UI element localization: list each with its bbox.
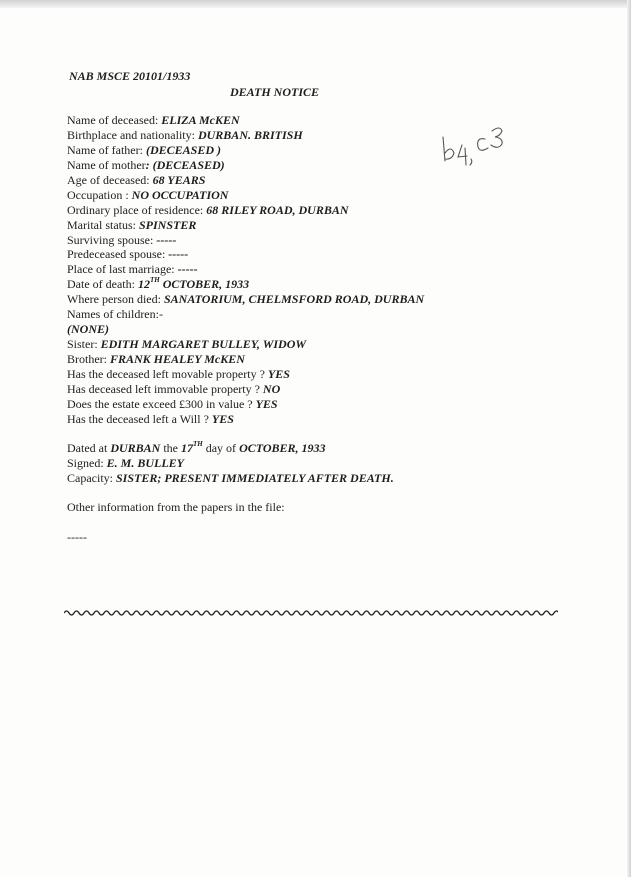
field-line [67, 262, 587, 277]
field-value: YES [255, 396, 278, 411]
field-line [67, 397, 587, 412]
field-line [67, 337, 587, 352]
field-label: Name of father: [67, 142, 146, 157]
dated-the: the [160, 440, 181, 455]
signed-label: Signed: [67, 455, 107, 470]
field-label: Occupation : [67, 187, 132, 202]
field-line [67, 412, 587, 427]
field-label: Birthplace and nationality: [67, 127, 198, 142]
field-line [67, 173, 587, 188]
field-line [67, 367, 587, 382]
field-label: Does the estate exceed £300 in value ? [67, 396, 256, 411]
field-label: Date of death: [67, 277, 138, 292]
field-label: Brother: [67, 352, 110, 366]
spacer [67, 514, 587, 530]
field-label: Marital status: [67, 217, 139, 232]
notice-fields [67, 113, 587, 545]
field-value: 68 RILEY ROAD, DURBAN [206, 202, 349, 217]
wavy-divider [64, 606, 558, 620]
field-value-suffix: TH [149, 276, 160, 285]
field-label: Name of deceased: [67, 113, 162, 127]
field-value: ELIZA McKEN [161, 113, 240, 127]
field-value: FRANK HEALEY McKEN [110, 352, 245, 366]
field-value-continued: OCTOBER, 1933 [159, 277, 250, 292]
dated-label: Dated at [67, 440, 111, 455]
dated-day: 17 [181, 440, 193, 455]
field-line [67, 277, 587, 292]
field-value: ----- [156, 232, 177, 247]
spacer [67, 486, 587, 500]
field-label: Where person died: [67, 292, 164, 307]
field-value: SPINSTER [139, 217, 197, 232]
field-label: Name of mother [67, 157, 146, 172]
field-label: Has the deceased left a Will ? [67, 411, 212, 426]
field-label: Ordinary place of residence: [67, 202, 207, 217]
field-value: SANATORIUM, CHELMSFORD ROAD, DURBAN [163, 292, 425, 307]
capacity-value: SISTER; PRESENT IMMEDIATELY AFTER DEATH. [115, 470, 394, 485]
field-label: Place of last marriage: [67, 262, 178, 277]
field-label: Names of children:- [67, 307, 163, 322]
field-line [67, 143, 587, 158]
archive-reference: NAB MSCE 20101/1933 [69, 69, 191, 83]
dated-day-suffix: TH [193, 439, 203, 448]
capacity-label: Capacity: [67, 470, 116, 485]
field-value: (DECEASED ) [145, 142, 221, 157]
field-line [67, 352, 587, 367]
field-value: 12 [137, 277, 150, 292]
scan-edge-right [627, 0, 631, 877]
signed-line [67, 456, 587, 471]
field-line [67, 113, 587, 128]
dated-month-year: OCTOBER, 1933 [239, 440, 326, 455]
field-line [67, 188, 587, 203]
field-value: YES [267, 366, 290, 381]
signed-value: E. M. BULLEY [106, 455, 185, 470]
document-title: DEATH NOTICE [230, 85, 320, 99]
field-value: NO OCCUPATION [131, 187, 229, 202]
field-line [67, 382, 587, 397]
field-value: YES [211, 411, 234, 426]
field-label: Has the deceased left movable property ? [67, 366, 268, 381]
capacity-line [67, 471, 587, 486]
field-line [67, 292, 587, 307]
field-value: (NONE) [67, 322, 109, 337]
field-value: : (DECEASED) [145, 157, 225, 172]
field-value: EDITH MARGARET BULLEY, WIDOW [100, 337, 307, 352]
dated-day-of: day of [202, 440, 240, 455]
field-line [67, 128, 587, 143]
field-value: 68 YEARS [152, 172, 206, 187]
field-label: Predeceased spouse: [67, 247, 169, 262]
field-line [67, 218, 587, 233]
field-label: Age of deceased: [67, 172, 153, 187]
field-line [67, 322, 587, 337]
dated-line [67, 441, 587, 456]
field-line [67, 203, 587, 218]
field-line [67, 158, 587, 173]
other-info-value: ----- [67, 530, 87, 545]
field-value: NO [262, 381, 281, 396]
field-line [67, 307, 587, 322]
spacer [67, 427, 587, 441]
field-value: ----- [177, 262, 198, 277]
field-label: Has deceased left immovable property ? [67, 381, 263, 396]
field-value: ----- [168, 247, 189, 262]
field-label: Surviving spouse: [67, 232, 157, 247]
field-value: DURBAN. BRITISH [197, 127, 303, 142]
field-line [67, 247, 587, 262]
field-list [67, 113, 587, 427]
dated-place: DURBAN [110, 440, 161, 455]
field-line [67, 233, 587, 248]
field-label: Sister: [67, 337, 101, 352]
other-info-label: Other information from the papers in the file: [67, 499, 285, 514]
scan-edge-top [0, 0, 631, 8]
